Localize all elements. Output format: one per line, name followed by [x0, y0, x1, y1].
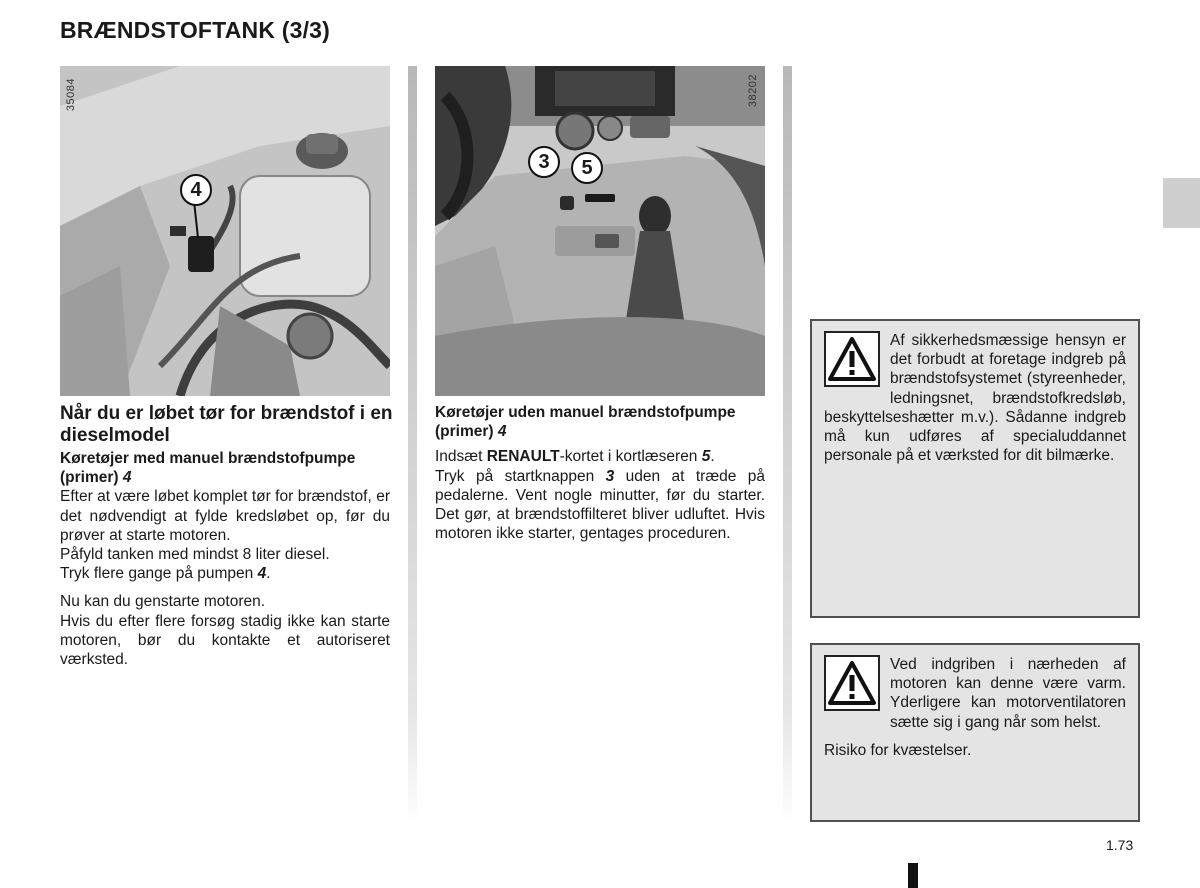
left-paragraph-5: Hvis du efter flere forsøg stadig ikke kan starte motoren, bør du kontakte et autoriseret værksted. — [60, 612, 390, 669]
left-paragraph-3 — [60, 564, 390, 583]
callout-marker-label: 3 — [538, 151, 550, 173]
left-paragraph-4: Nu kan du genstarte motoren. — [60, 593, 266, 611]
left-subheading-ref: 4 — [122, 469, 132, 487]
left-paragraph-2: Påfyld tanken med mindst 8 liter diesel. — [60, 546, 330, 564]
warning-text: Ved indgriben i nærheden af motoren kan denne være varm. Yderligere kan motorventilatoren sætte sig i gang når som helst. — [890, 656, 1126, 731]
middle-paragraph-2 — [435, 467, 765, 544]
middle-s2-pre: Tryk på startknappen — [435, 467, 606, 485]
middle-s1-ref: 5 — [701, 448, 711, 466]
page-edge-marker — [908, 863, 918, 888]
left-p3-ref: 4 — [257, 565, 267, 583]
left-subheading-text: Køretøjer med manuel brændstofpumpe (primer) — [60, 450, 356, 487]
warning-text-risk: Risiko for kvæstelser. — [824, 741, 972, 759]
warning-content — [812, 645, 1138, 770]
figure-reference-number: 35084 — [65, 78, 77, 112]
left-paragraph-1: Efter at være løbet komplet tør for brændstof, er det nødvendigt at fylde kredsløbet op, før du prøver at starte motoren. — [60, 488, 390, 544]
warning-box-safety — [810, 319, 1140, 618]
callout-marker-label: 5 — [581, 157, 593, 179]
left-text-block — [60, 449, 390, 669]
middle-s1-post: . — [710, 448, 715, 466]
engine-bay-illustration — [60, 66, 390, 396]
middle-s2-post: uden at træde på pedalerne. Vent nogle minutter, før du starter. Det gør, at brændstoffilteret bliver udluftet. Hvis motoren ikke starter, gentages proceduren. — [435, 467, 765, 543]
callout-marker-4 — [180, 174, 212, 206]
warning-triangle-icon — [824, 331, 880, 387]
warning-content — [812, 321, 1138, 475]
middle-s2-ref: 3 — [605, 467, 615, 485]
middle-s1-brand: RENAULT — [486, 448, 560, 466]
middle-s1-pre: Indsæt — [435, 448, 487, 466]
warning-text: Af sikkerhedsmæssige hensyn er det forbudt at foretage indgreb på brændstofsystemet (styreenheder, ledningsnet, brændstofkredsløb, beskyttelseshætter m.v.). Sådanne indgreb må kun udføres af specialuddannet personale på et værksted for dit bilmærke. — [824, 332, 1126, 465]
page-title: BRÆNDSTOFTANK (3/3) — [60, 17, 331, 43]
dashboard-figure — [435, 66, 765, 396]
middle-s1-mid: -kortet i kortlæseren — [559, 448, 702, 466]
middle-subheading-text: Køretøjer uden manuel brændstofpumpe (primer) — [435, 404, 736, 441]
left-p3-text: Tryk flere gange på pumpen — [60, 565, 258, 583]
middle-subheading-ref: 4 — [497, 423, 507, 441]
column-divider — [408, 66, 417, 826]
page-number: 1.73 — [1106, 837, 1134, 853]
middle-paragraph-1 — [435, 447, 765, 466]
warning-triangle-icon — [824, 655, 880, 711]
section-heading: Når du er løbet tør for brændstof i en dieselmodel — [60, 403, 393, 446]
callout-marker-5 — [571, 152, 603, 184]
middle-subheading — [435, 403, 765, 441]
left-p3-end: . — [266, 565, 271, 583]
figure-reference-number: 38202 — [747, 74, 759, 108]
callout-marker-label: 4 — [190, 179, 202, 201]
left-subheading — [60, 449, 390, 487]
callout-marker-3 — [528, 146, 560, 178]
chapter-tab — [1163, 178, 1200, 228]
middle-text-block — [435, 403, 765, 543]
column-divider — [783, 66, 792, 826]
dashboard-illustration — [435, 66, 765, 396]
engine-bay-figure — [60, 66, 390, 396]
warning-box-hot-engine — [810, 643, 1140, 822]
